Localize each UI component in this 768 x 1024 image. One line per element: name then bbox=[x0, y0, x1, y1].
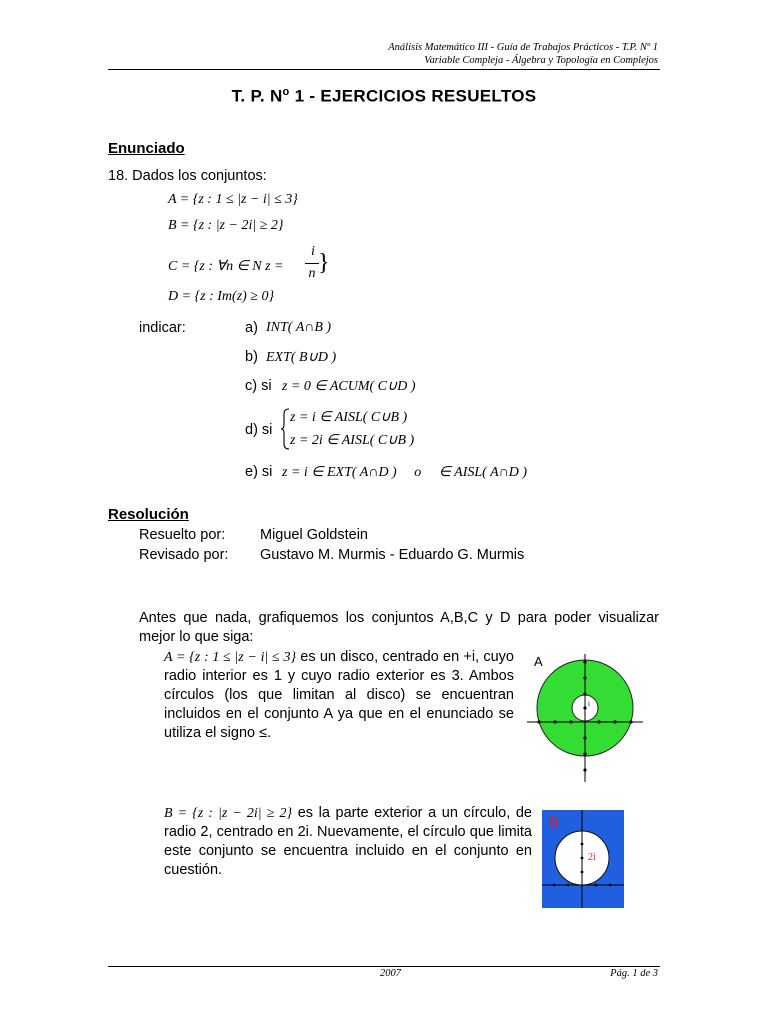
footer-page-number: Pág. 1 de 3 bbox=[610, 968, 658, 979]
footer-rule bbox=[108, 966, 660, 967]
paragraph-set-a bbox=[164, 648, 514, 743]
item-d-label: d) si bbox=[245, 422, 273, 438]
header-topic: Variable Compleja - Álgebra y Topología en Complejos bbox=[424, 55, 658, 66]
figure-set-b bbox=[542, 810, 624, 908]
figure-set-b-label: B bbox=[549, 814, 560, 831]
resuelto-label: Resuelto por: bbox=[139, 527, 226, 543]
section-heading-resolucion: Resolución bbox=[108, 506, 189, 523]
figure-set-a-center-label: i bbox=[588, 700, 590, 708]
footer-year: 2007 bbox=[380, 968, 401, 979]
exercise-intro: 18. Dados los conjuntos: bbox=[108, 168, 267, 184]
set-c-numerator: i bbox=[311, 244, 315, 259]
indicar-label: indicar: bbox=[139, 320, 186, 336]
set-c-denominator: n bbox=[308, 266, 316, 281]
item-b-label: b) bbox=[245, 349, 258, 365]
paragraph-set-b bbox=[164, 804, 532, 880]
header-rule bbox=[108, 69, 660, 70]
figure-set-a-plot bbox=[527, 650, 643, 782]
set-b-definition: B = {z : |z − 2i| ≥ 2} bbox=[168, 218, 284, 233]
header-course: Análisis Matemático III - Guía de Trabajos Prácticos - T.P. Nº 1 bbox=[388, 42, 658, 53]
figure-set-b-center-label: 2i bbox=[588, 852, 596, 863]
figure-set-a-label: A bbox=[534, 654, 543, 669]
revisado-value: Gustavo M. Murmis - Eduardo G. Murmis bbox=[260, 547, 525, 563]
paragraph-set-a-math: A = {z : 1 ≤ |z − i| ≤ 3} bbox=[164, 650, 297, 665]
resolution-intro: Antes que nada, grafiquemos los conjuntos A,B,C y D para poder visualizar mejor lo que siga: bbox=[139, 610, 659, 645]
revisado-label: Revisado por: bbox=[139, 547, 229, 563]
item-c-math: z = 0 ∈ ACUM( C∪D ) bbox=[282, 379, 416, 394]
item-e-label: e) si bbox=[245, 464, 273, 480]
page-title: T. P. $N^o$ 1 - EJERCICIOS RESUELTOS bbox=[231, 86, 537, 106]
section-heading-enunciado: Enunciado bbox=[108, 140, 185, 157]
item-d-math-2: z = 2i ∈ AISL( C∪B ) bbox=[290, 433, 415, 448]
set-d-definition: D = {z : Im(z) ≥ 0} bbox=[168, 289, 275, 304]
set-c-closing-brace: } bbox=[318, 250, 330, 276]
resuelto-value: Miguel Goldstein bbox=[260, 527, 368, 543]
set-c-definition: C = {z : ∀n ∈ N z = bbox=[168, 259, 284, 274]
item-d-left-brace bbox=[280, 408, 290, 450]
set-c-fraction-bar bbox=[305, 263, 319, 264]
item-a-math: INT( A∩B ) bbox=[266, 320, 332, 335]
figure-set-a bbox=[527, 650, 643, 782]
item-c-label: c) si bbox=[245, 378, 272, 394]
paragraph-set-b-math: B = {z : |z − 2i| ≥ 2} bbox=[164, 806, 293, 821]
set-a-definition: A = {z : 1 ≤ |z − i| ≤ 3} bbox=[168, 192, 298, 207]
item-e-math: z = i ∈ EXT( A∩D ) o ∈ AISL( A∩D ) bbox=[282, 465, 527, 480]
paragraph-set-a-text: es un disco, centrado en +i, cuyo radio interior es 1 y cuyo radio exterior es 3. Ambos círculos (los que limitan al disco) se encuentran incluidos en el conjunto A ya que en el enunciado se utiliza el signo ≤. bbox=[164, 649, 514, 741]
paragraph-set-b-text: es la parte exterior a un círculo, de radio 2, centrado en 2i. Nuevamente, el círculo que limita este conjunto se encuentra incluido en el conjunto en cuestión. bbox=[164, 805, 532, 878]
item-a-label: a) bbox=[245, 320, 258, 336]
item-b-math: EXT( B∪D ) bbox=[266, 350, 337, 365]
item-d-math-1: z = i ∈ AISL( C∪B ) bbox=[290, 410, 408, 425]
